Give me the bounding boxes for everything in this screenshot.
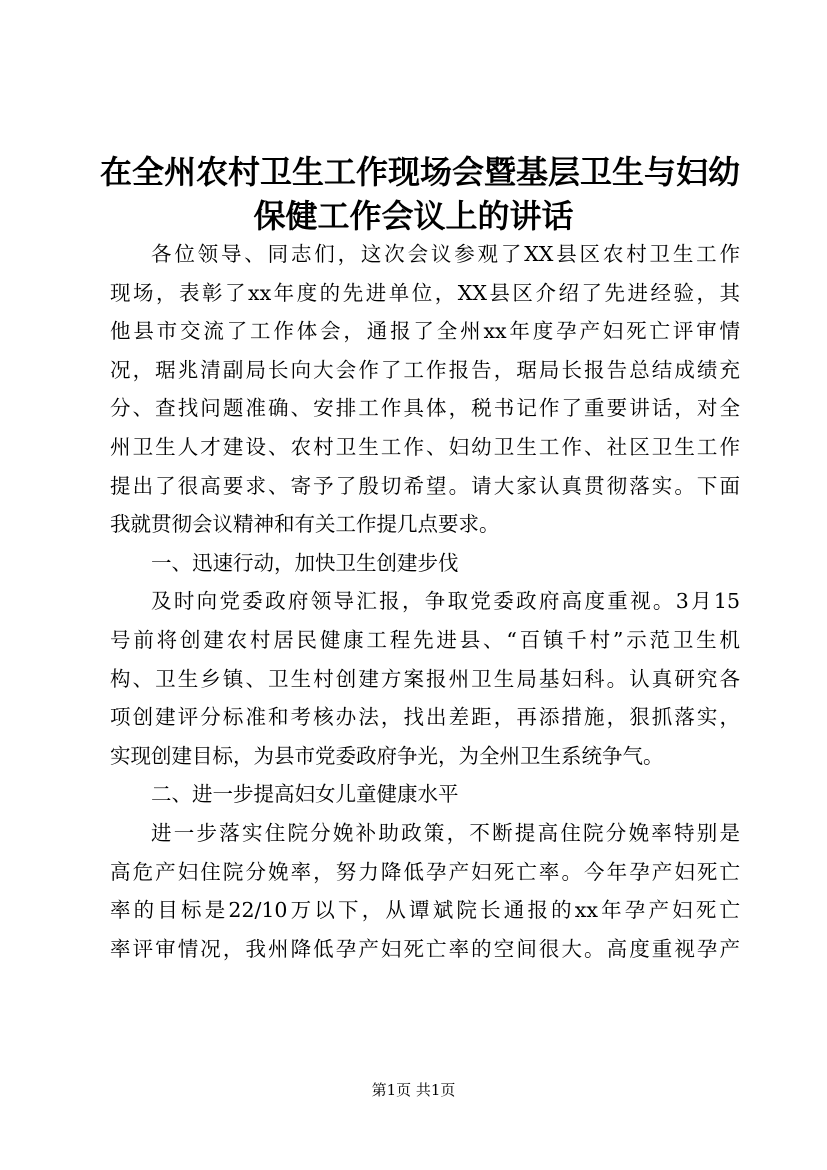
body-line: 率评审情况，我州降低孕产妇死亡率的空间很大。高度重视孕产 bbox=[110, 936, 740, 961]
page-footer: 第1页 共1页 bbox=[371, 1081, 456, 1099]
body-line: 进一步落实住院分娩补助政策，不断提高住院分娩率特别是 bbox=[151, 820, 740, 845]
body-line: 率的目标是22/10万以下，从谭斌院长通报的xx年孕产妇死亡 bbox=[110, 898, 740, 923]
body-line: 一、迅速行动，加快卫生创建步伐 bbox=[151, 550, 459, 575]
body-line: 州卫生人才建设、农村卫生工作、妇幼卫生工作、社区卫生工作 bbox=[110, 434, 740, 459]
body-line: 现场，表彰了xx年度的先进单位，XX县区介绍了先进经验，其 bbox=[110, 280, 740, 305]
body-line: 高危产妇住院分娩率，努力降低孕产妇死亡率。今年孕产妇死亡 bbox=[110, 859, 740, 884]
body-line: 各位领导、同志们，这次会议参观了XX县区农村卫生工作 bbox=[151, 242, 740, 266]
body-line: 及时向党委政府领导汇报，争取党委政府高度重视。3月15 bbox=[151, 589, 740, 614]
body-line: 提出了很高要求、寄予了殷切希望。请大家认真贯彻落实。下面 bbox=[110, 473, 740, 498]
document-body bbox=[110, 235, 740, 968]
title-line-2: 保健工作会议上的讲话 bbox=[253, 197, 574, 235]
body-line: 分、查找问题准确、安排工作具体，税书记作了重要讲话，对全 bbox=[110, 396, 740, 421]
body-line: 实现创建目标，为县市党委政府争光，为全州卫生系统争气。 bbox=[110, 743, 664, 768]
title-line-1: 在全州农村卫生工作现场会暨基层卫生与妇幼 bbox=[100, 153, 741, 191]
body-line: 我就贯彻会议精神和有关工作提几点要求。 bbox=[110, 512, 500, 537]
body-line: 况，琚兆清副局长向大会作了工作报告，琚局长报告总结成绩充 bbox=[110, 357, 740, 382]
body-line: 项创建评分标准和考核办法，找出差距，再添措施，狠抓落实， bbox=[110, 705, 740, 730]
body-line: 他县市交流了工作体会，通报了全州xx年度孕产妇死亡评审情 bbox=[110, 319, 740, 344]
body-line: 二、进一步提高妇女儿童健康水平 bbox=[151, 782, 459, 807]
body-line: 构、卫生乡镇、卫生村创建方案报州卫生局基妇科。认真研究各 bbox=[110, 666, 740, 691]
document-title bbox=[100, 150, 741, 238]
body-line: 号前将创建农村居民健康工程先进县、“百镇千村”示范卫生机 bbox=[110, 627, 740, 652]
